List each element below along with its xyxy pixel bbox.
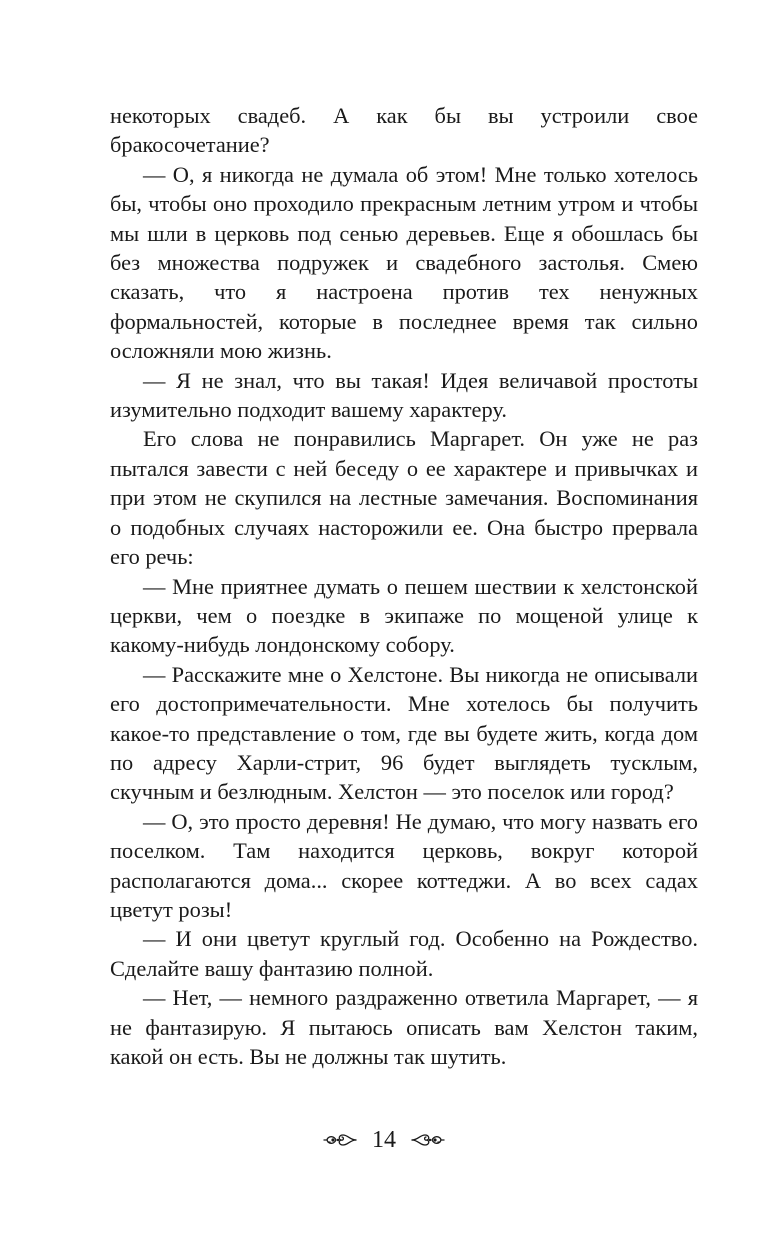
page-footer — [0, 1125, 768, 1155]
floral-ornament-left-icon — [322, 1131, 358, 1149]
floral-ornament-right-icon — [410, 1131, 446, 1149]
paragraph-7: — О, это просто деревня! Не думаю, что могу назвать его поселком. Там находится церковь, вокруг которой располагаются дома... скорее коттеджи. А во всех садах цветут розы! — [110, 808, 698, 922]
paragraph-1: некоторых свадеб. А как бы вы устроили свое бракосочетание? — [110, 103, 698, 158]
paragraph-8: — И они цветут круглый год. Особенно на Рождество. Сделайте вашу фантазию полной. — [110, 926, 698, 981]
paragraph-2: — О, я никогда не думала об этом! Мне только хотелось бы, чтобы оно проходило прекрасным летним утром и чтобы мы шли в церковь под сенью деревьев. Еще я обошлась бы без множества подружек и свадебного застолья. Смею сказать, что я настроена против тех ненужных формальностей, которые в последнее время так сильно осложняли мою жизнь. — [110, 161, 698, 364]
paragraph-4: Его слова не понравились Маргарет. Он уже не раз пытался завести с ней беседу о ее характере и привычках и при этом не скупился на лестные замечания. Воспоминания о подобных случаях насторожили ее. Она быстро прервала его речь: — [110, 426, 698, 570]
paragraph-3: — Я не знал, что вы такая! Идея величавой простоты изумительно подходит вашему характеру. — [110, 367, 698, 423]
body-text — [110, 101, 698, 1071]
page-number: 14 — [372, 1127, 396, 1153]
paragraph-5: — Мне приятнее думать о пешем шествии к хелстонской церкви, чем о поездке в экипаже по мощеной улице к какому-нибудь лондонскому собору. — [110, 573, 698, 658]
paragraph-6: — Расскажите мне о Хелстоне. Вы никогда не описывали его достопримечательности. Мне хотелось бы получить какое-то представление о том, где вы будете жить, когда дом по адресу Харли-стрит, 96 будет выглядеть тусклым, скучным и безлюдным. Хелстон — это поселок или город? — [110, 661, 698, 805]
paragraph-9: — Нет, — немного раздраженно ответила Маргарет, — я не фантазирую. Я пытаюсь описать вам Хелстон таким, какой он есть. Вы не должны так шутить. — [110, 985, 698, 1069]
